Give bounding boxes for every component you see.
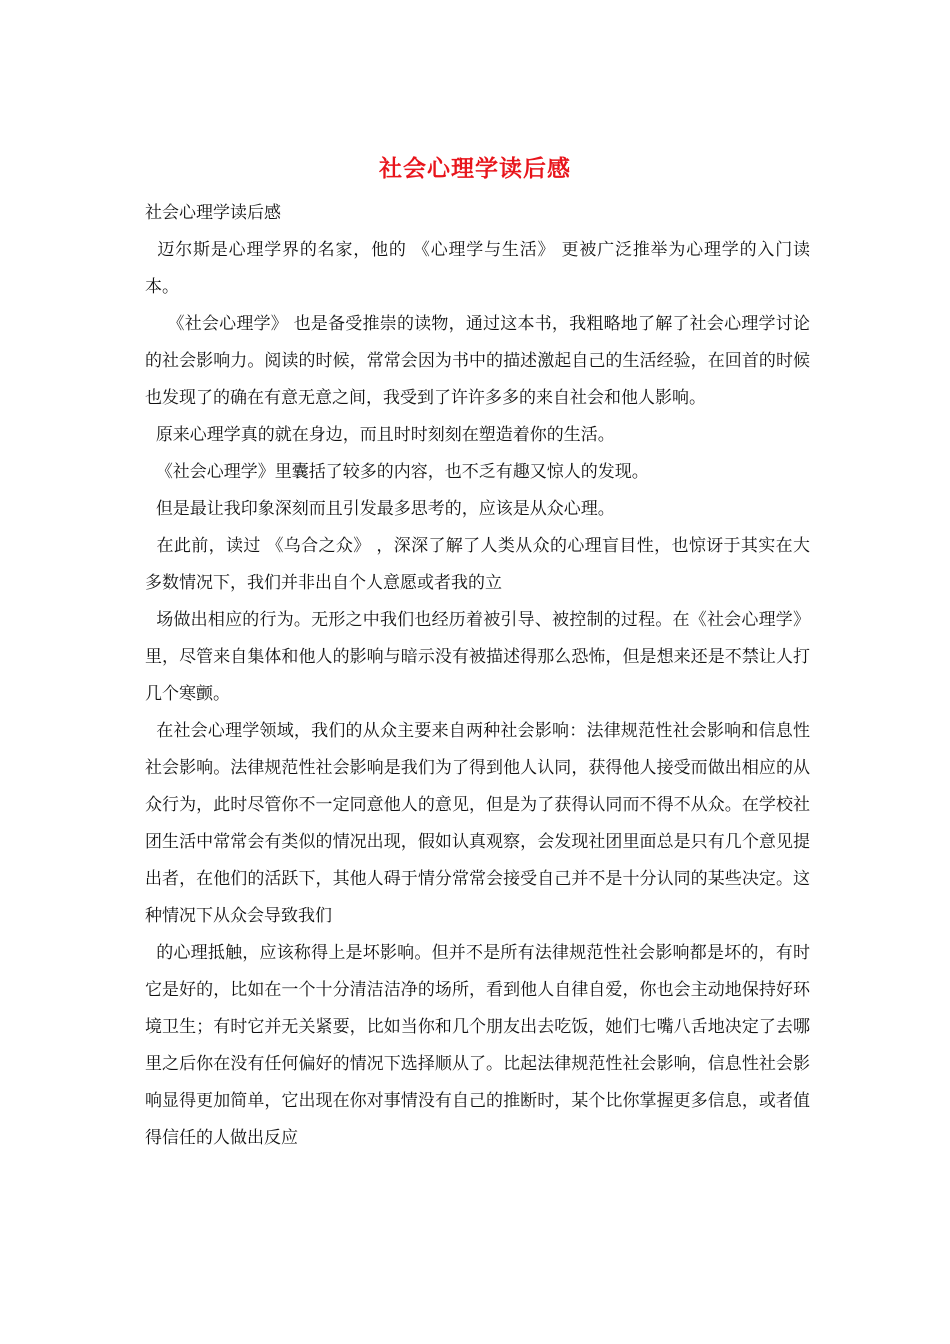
document-title: 社会心理学读后感 bbox=[379, 155, 571, 182]
paragraph: 社会心理学读后感 bbox=[145, 203, 281, 223]
paragraph: 原来心理学真的就在身边，而且时时刻刻在塑造着你的生活。 bbox=[145, 425, 615, 445]
document-body bbox=[145, 195, 816, 1157]
paragraph: 的心理抵触，应该称得上是坏影响。但并不是所有法律规范性社会影响都是坏的，有时它是好的，比如在一个十分清洁洁净的场所，看到他人自律自爱，你也会主动地保持好环境卫生；有时它并无关紧要，比如当你和几个朋友出去吃饭，她们七嘴八舌地决定了去哪里之后你在没有任何偏好的情况下选择顺从了。比起法律规范性社会影响，信息性社会影响显得更加简单，它出现在你对事情没有自己的推断时，某个比你掌握更多信息，或者值得信任的人做出反应 bbox=[145, 943, 811, 1148]
paragraph: 但是最让我印象深刻而且引发最多思考的，应该是从众心理。 bbox=[145, 499, 615, 519]
paragraph: 《社会心理学》 也是备受推崇的读物，通过这本书，我粗略地了解了社会心理学讨论的社会影响力。阅读的时候，常常会因为书中的描述激起自己的生活经验，在回首的时候也发现了的确在有意无意之间，我受到了许许多多的来自社会和他人影响。 bbox=[145, 314, 810, 408]
paragraph: 《社会心理学》里囊括了较多的内容，也不乏有趣又惊人的发现。 bbox=[145, 462, 649, 482]
paragraph: 在社会心理学领域，我们的从众主要来自两种社会影响：法律规范性社会影响和信息性社会影响。法律规范性社会影响是我们为了得到他人认同，获得他人接受而做出相应的从众行为，此时尽管你不一定同意他人的意见，但是为了获得认同而不得不从众。在学校社团生活中常常会有类似的情况出现，假如认真观察，会发现社团里面总是只有几个意见提出者，在他们的活跃下，其他人碍于情分常常会接受自己并不是十分认同的某些决定。这种情况下从众会导致我们 bbox=[145, 721, 811, 926]
paragraph: 场做出相应的行为。无形之中我们也经历着被引导、被控制的过程。在《社会心理学》 里，尽管来自集体和他人的影响与暗示没有被描述得那么恐怖，但是想来还是不禁让人打几个寒颤。 bbox=[145, 610, 816, 704]
paragraph: 迈尔斯是心理学界的名家，他的 《心理学与生活》 更被广泛推举为心理学的入门读本。 bbox=[145, 240, 810, 297]
paragraph: 在此前，读过 《乌合之众》 ，深深了解了人类从众的心理盲目性，也惊讶于其实在大多数情况下，我们并非出自个人意愿或者我的立 bbox=[145, 536, 810, 593]
